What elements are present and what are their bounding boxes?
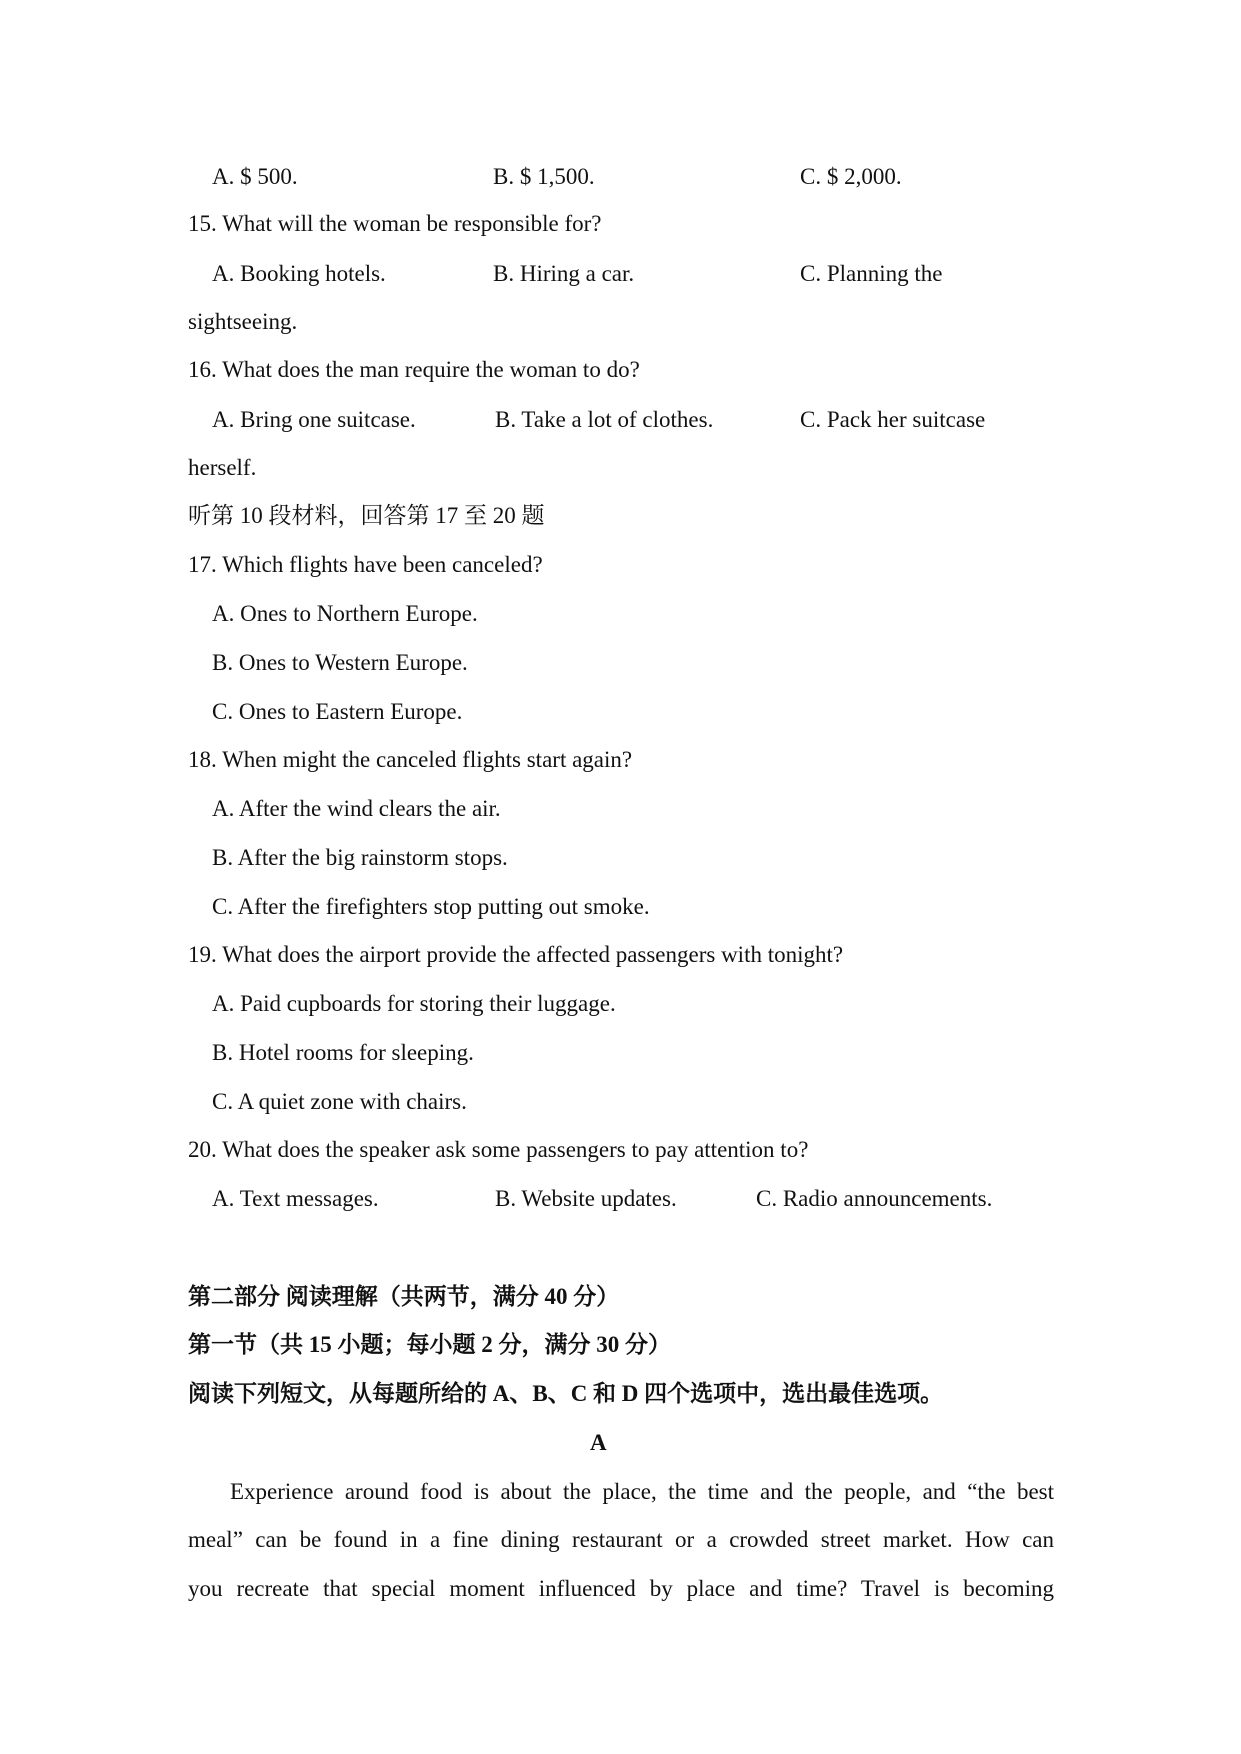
q15-option-c: C. Planning the (800, 261, 943, 286)
part2-heading: 第二部分 阅读理解（共两节，满分 40 分） (188, 1284, 620, 1309)
q16-question: 16. What does the man require the woman to do? (188, 357, 640, 382)
q16-option-a: A. Bring one suitcase. (212, 407, 416, 432)
q15-option-c-wrap: sightseeing. (188, 309, 298, 334)
q20-option-b: B. Website updates. (495, 1186, 677, 1211)
q17-option-b: B. Ones to Western Europe. (212, 650, 468, 675)
q15-question: 15. What will the woman be responsible for? (188, 211, 602, 236)
reading-instruction: 阅读下列短文，从每题所给的 A、B、C 和 D 四个选项中，选出最佳选项。 (188, 1381, 944, 1406)
q17-question: 17. Which flights have been canceled? (188, 552, 543, 577)
q19-option-c: C. A quiet zone with chairs. (212, 1089, 467, 1114)
passage-line-3: you recreate that special moment influenced by place and time? Travel is becoming (188, 1576, 1054, 1601)
passage-line-1: Experience around food is about the place, the time and the people, and “the best (230, 1479, 1054, 1504)
q20-option-a: A. Text messages. (212, 1186, 379, 1211)
q18-option-c: C. After the firefighters stop putting out smoke. (212, 894, 650, 919)
q19-option-b: B. Hotel rooms for sleeping. (212, 1040, 474, 1065)
q14-option-b: B. $ 1,500. (493, 164, 595, 189)
q20-option-c: C. Radio announcements. (756, 1186, 993, 1211)
q16-option-b: B. Take a lot of clothes. (495, 407, 714, 432)
q14-option-a: A. $ 500. (212, 164, 298, 189)
q18-option-a: A. After the wind clears the air. (212, 796, 501, 821)
q19-question: 19. What does the airport provide the affected passengers with tonight? (188, 942, 844, 967)
q19-option-a: A. Paid cupboards for storing their luggage. (212, 991, 616, 1016)
q16-option-c: C. Pack her suitcase (800, 407, 986, 432)
q17-option-a: A. Ones to Northern Europe. (212, 601, 478, 626)
listening-instruction: 听第 10 段材料，回答第 17 至 20 题 (188, 503, 545, 528)
passage-line-2: meal” can be found in a fine dining restaurant or a crowded street market. How can (188, 1527, 1054, 1552)
q15-option-b: B. Hiring a car. (493, 261, 635, 286)
q18-question: 18. When might the canceled flights start again? (188, 747, 633, 772)
q17-option-c: C. Ones to Eastern Europe. (212, 699, 463, 724)
q14-option-c: C. $ 2,000. (800, 164, 902, 189)
q15-option-a: A. Booking hotels. (212, 261, 386, 286)
q16-option-c-wrap: herself. (188, 455, 257, 480)
q18-option-b: B. After the big rainstorm stops. (212, 845, 508, 870)
q20-question: 20. What does the speaker ask some passengers to pay attention to? (188, 1137, 809, 1162)
section1-heading: 第一节（共 15 小题；每小题 2 分，满分 30 分） (188, 1332, 671, 1357)
passage-letter: A (590, 1430, 607, 1455)
